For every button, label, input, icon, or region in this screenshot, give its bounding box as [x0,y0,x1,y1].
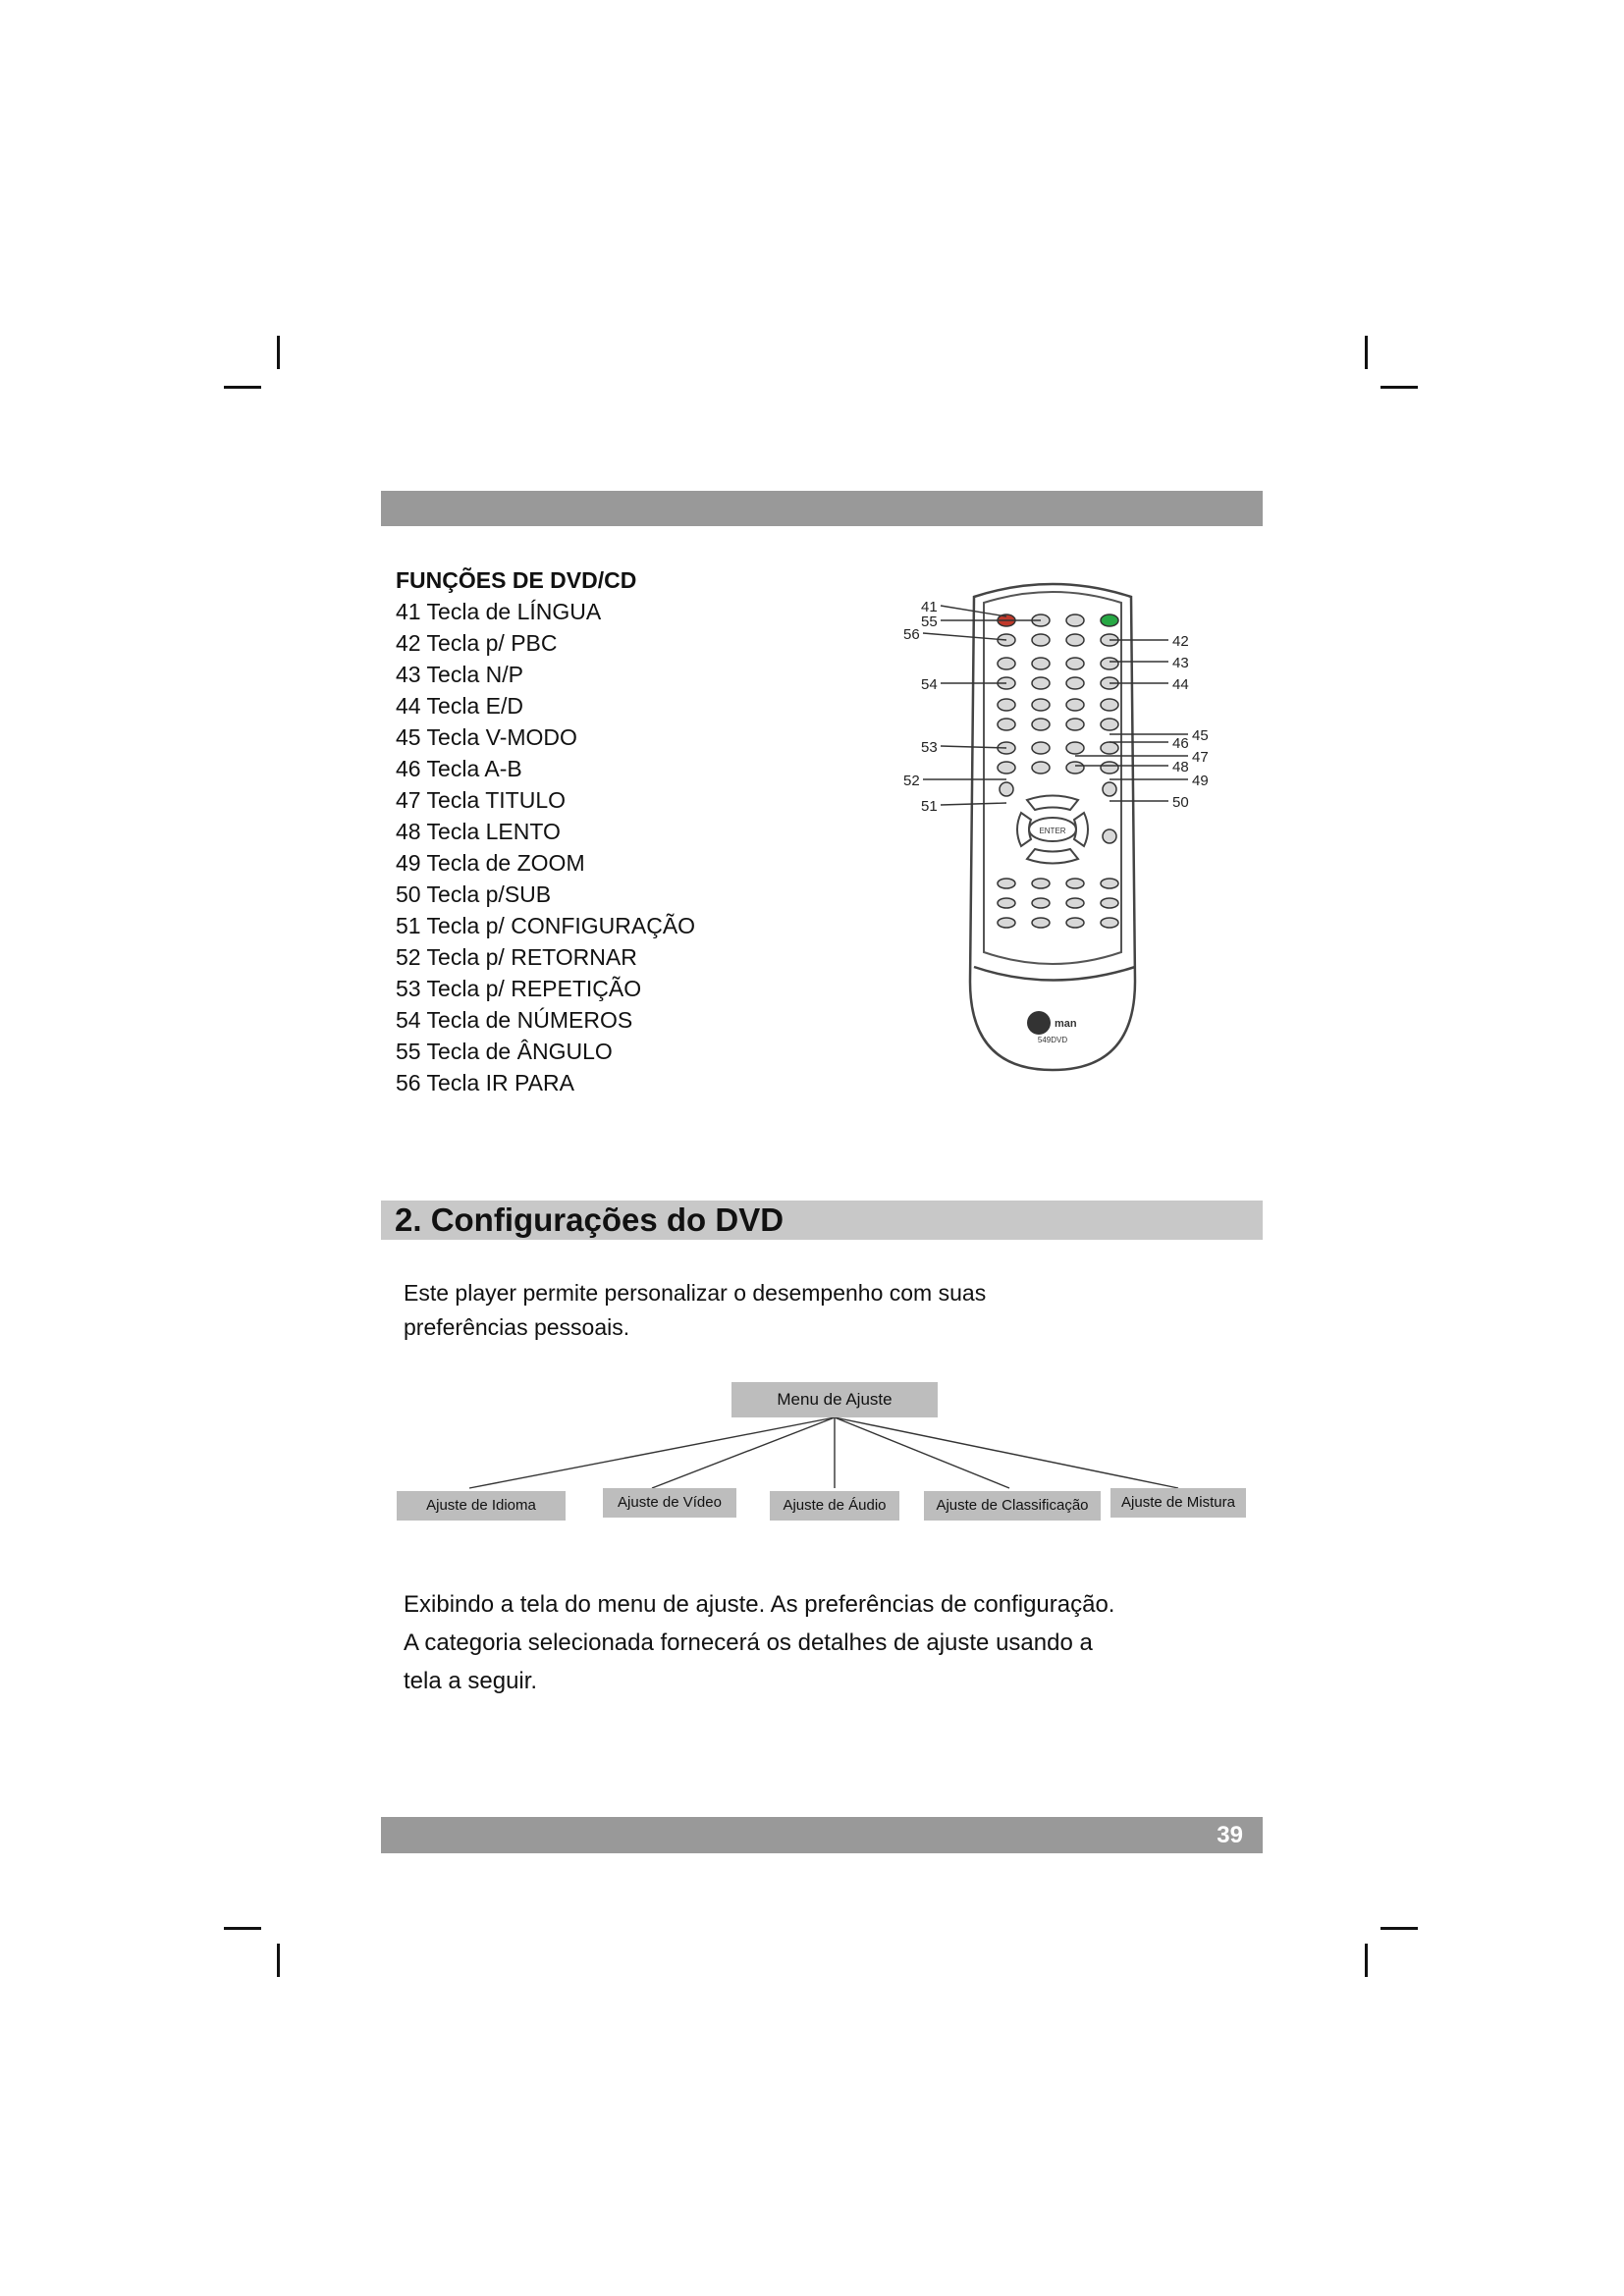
intro-paragraph [404,1276,1189,1345]
function-item: 52 Tecla p/ RETORNAR [396,944,637,970]
remote-button [1032,742,1050,754]
remote-button [998,762,1015,774]
menu-child-video: Ajuste de Vídeo [603,1488,736,1518]
callout-label-46: 46 [1172,735,1189,752]
function-item: 47 Tecla TITULO [396,787,567,813]
crop-mark-tl-h [224,386,261,389]
callout-label-53: 53 [921,739,938,756]
crop-mark-bl-v [277,1944,280,1977]
header-bar [381,491,1263,526]
remote-button [1066,614,1084,626]
remote-button [1032,699,1050,711]
remote-button [1032,762,1050,774]
remote-button [1101,762,1118,774]
remote-round-button [1103,782,1116,796]
remote-button [1101,699,1118,711]
outro-paragraph [404,1585,1238,1700]
function-item: 56 Tecla IR PARA [396,1070,574,1095]
function-item: 49 Tecla de ZOOM [396,850,585,876]
brand-label: man [1055,1018,1077,1030]
callout-label-42: 42 [1172,633,1189,650]
callout-label-55: 55 [921,614,938,630]
remote-button [998,879,1015,888]
crop-mark-tl-v [277,336,280,369]
section-bar [381,1201,1263,1240]
function-item: 51 Tecla p/ CONFIGURAÇÃO [396,913,696,938]
remote-button [1066,879,1084,888]
remote-button [1032,634,1050,646]
remote-button [1101,719,1118,730]
remote-button [1032,898,1050,908]
function-item: 55 Tecla de ÂNGULO [396,1039,613,1064]
remote-button [998,658,1015,669]
remote-button [1101,742,1118,754]
remote-button [1066,658,1084,669]
section-title: 2. Configurações do DVD [395,1201,785,1238]
remote-button [1032,918,1050,928]
outro-line-2: A categoria selecionada fornecerá os detalhes de ajuste usando a [404,1629,1093,1656]
callout-label-48: 48 [1172,759,1189,775]
remote-button [998,719,1015,730]
remote-button [1066,719,1084,730]
remote-button [1032,879,1050,888]
remote-button [1066,918,1084,928]
crop-mark-br-h [1380,1927,1418,1930]
remote-button [1101,898,1118,908]
function-item: 44 Tecla E/D [396,693,523,719]
outro-line-3: tela a seguir. [404,1668,538,1694]
crop-mark-tr-h [1380,386,1418,389]
functions-heading: FUNÇÕES DE DVD/CD [396,567,637,593]
function-item: 43 Tecla N/P [396,662,523,687]
remote-button [1101,614,1118,626]
outro-line-1: Exibindo a tela do menu de ajuste. As preferências de configuração. [404,1591,1115,1618]
callout-label-50: 50 [1172,794,1189,811]
remote-button [1066,898,1084,908]
function-item: 45 Tecla V-MODO [396,724,577,750]
callout-label-56: 56 [903,626,920,643]
footer-bar [381,1817,1263,1853]
intro-line-1: Este player permite personalizar o desempenho com suas [404,1280,987,1306]
function-item: 42 Tecla p/ PBC [396,630,558,656]
callout-label-45: 45 [1192,727,1209,744]
crop-mark-bl-h [224,1927,261,1930]
menu-tree-diagram [391,1374,1255,1531]
function-item: 53 Tecla p/ REPETIÇÃO [396,976,642,1001]
remote-button [1032,719,1050,730]
enter-label: ENTER [1039,827,1066,835]
function-item: 50 Tecla p/SUB [396,881,552,907]
callout-label-44: 44 [1172,676,1189,693]
callout-label-54: 54 [921,676,938,693]
menu-root-box: Menu de Ajuste [731,1382,938,1417]
crop-mark-br-v [1365,1944,1368,1977]
menu-child-mistura: Ajuste de Mistura [1110,1488,1246,1518]
remote-button [998,699,1015,711]
remote-control-illustration [884,560,1237,1090]
functions-list [396,564,887,1098]
remote-control-diagram [884,560,1237,1090]
callout-label-49: 49 [1192,773,1209,789]
remote-button [998,898,1015,908]
callout-label-41: 41 [921,599,938,615]
callout-label-51: 51 [921,798,938,815]
menu-child-idioma: Ajuste de Idioma [397,1491,566,1521]
remote-button [1066,677,1084,689]
remote-button [1032,677,1050,689]
remote-button [1101,658,1118,669]
page-number: 39 [1217,1822,1243,1848]
remote-button [1032,658,1050,669]
callout-label-52: 52 [903,773,920,789]
functions-items [396,596,887,1098]
function-item: 48 Tecla LENTO [396,819,561,844]
menu-child-classificacao: Ajuste de Classificação [924,1491,1101,1521]
mpman-logo-icon [1027,1011,1051,1035]
remote-button [1101,918,1118,928]
crop-mark-tr-v [1365,336,1368,369]
remote-round-button [1103,829,1116,843]
menu-child-audio: Ajuste de Áudio [770,1491,899,1521]
callout-label-47: 47 [1192,749,1209,766]
remote-button [1066,634,1084,646]
function-item: 46 Tecla A-B [396,756,522,781]
remote-button [1066,742,1084,754]
callout-label-43: 43 [1172,655,1189,671]
function-item: 41 Tecla de LÍNGUA [396,599,602,624]
remote-button [1066,762,1084,774]
model-label: 549DVD [1037,1036,1068,1044]
remote-button [1101,879,1118,888]
remote-button [1066,699,1084,711]
function-item: 54 Tecla de NÚMEROS [396,1007,633,1033]
intro-line-2: preferências pessoais. [404,1314,630,1340]
remote-button [998,918,1015,928]
remote-round-button [1000,782,1013,796]
